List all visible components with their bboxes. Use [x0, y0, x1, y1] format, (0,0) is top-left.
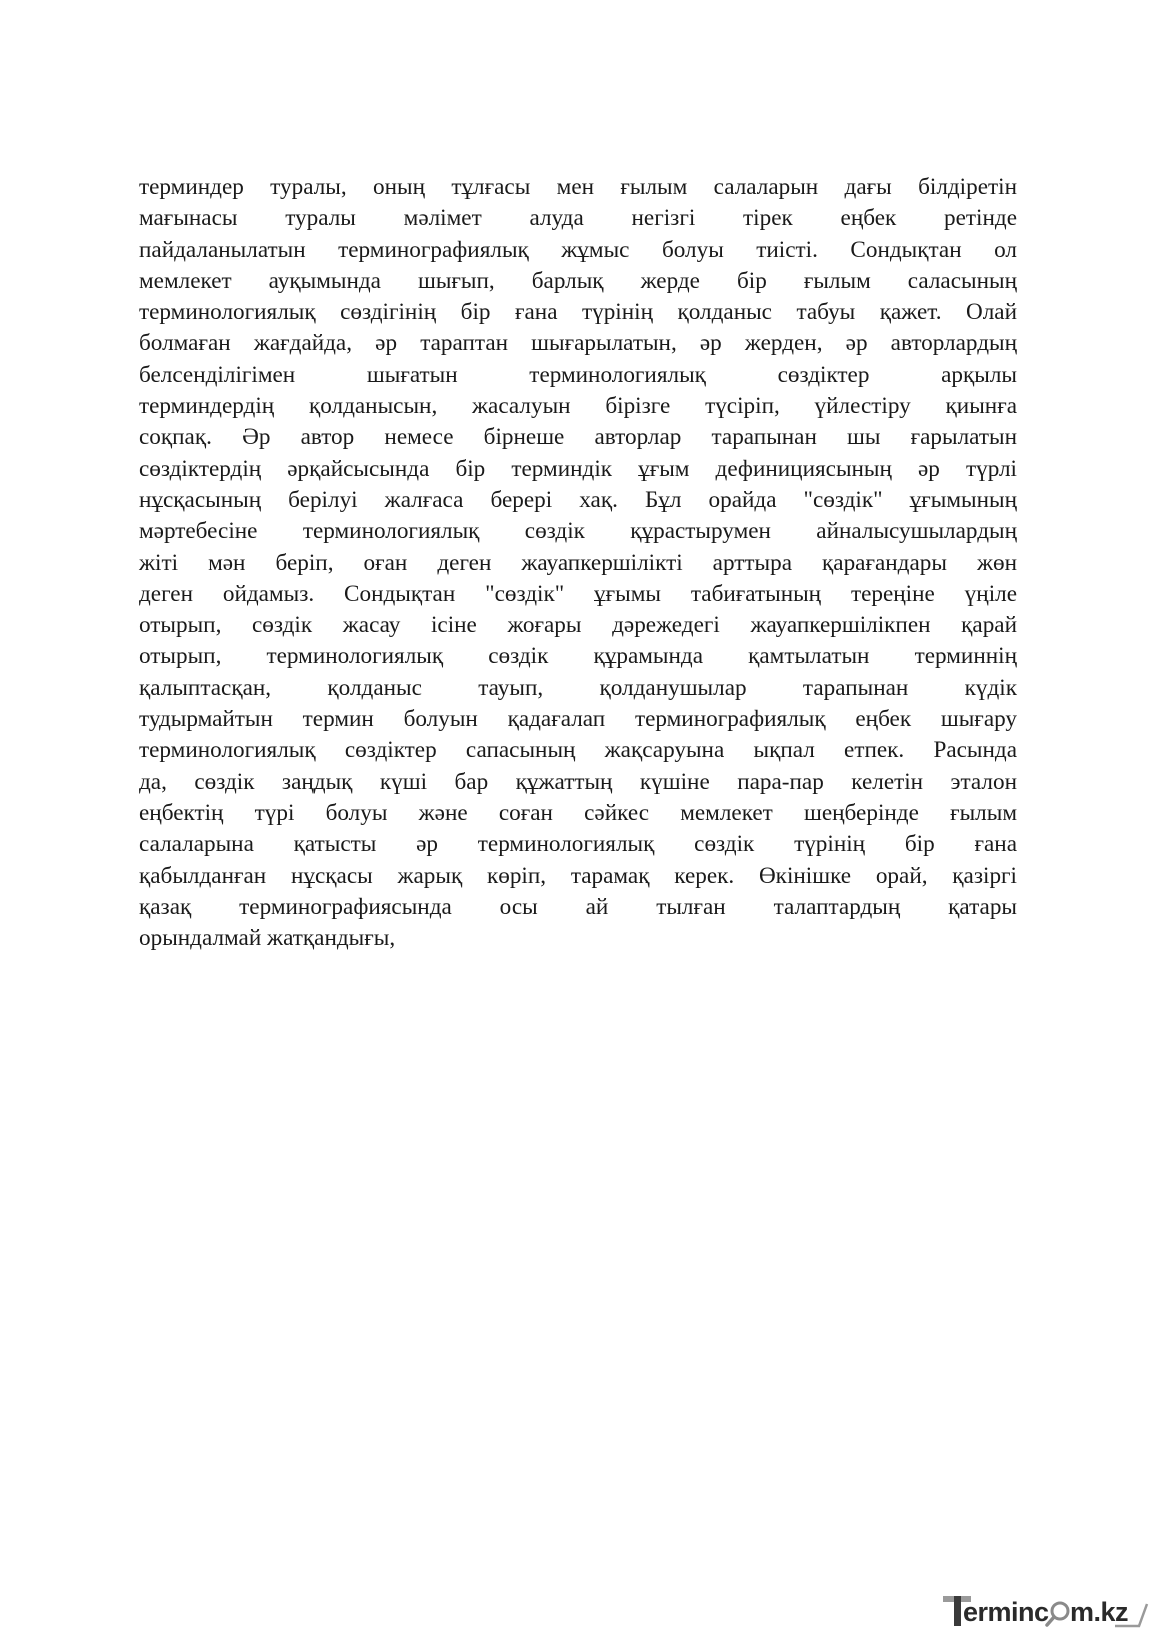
text-line: да, сөздік заңдық күші бар құжаттың күшіне пара-пар келетін эталон	[139, 768, 1017, 795]
text-line: еңбектің түрі болуы және соған сәйкес мемлекет шеңберінде ғылым	[139, 799, 1017, 826]
text-line: сөздіктердің әрқайсысында бір терминдік ұғым дефинициясының әр түрлі	[139, 455, 1017, 482]
text-line: болмаған жағдайда, әр тараптан шығарылатын, әр жерден, әр авторлардың	[139, 330, 1017, 357]
text-line: мағынасы туралы мәлімет алуда негізгі тірек еңбек ретінде	[139, 205, 1017, 232]
text-line: соқпақ. Әр автор немесе бірнеше авторлар тарапынан шы ғарылатын	[139, 424, 1017, 451]
text-line: деген ойдамыз. Сондықтан "сөздік" ұғымы табиғатының тереңіне үңіле	[139, 580, 1017, 607]
text-line: қазақ терминографиясында осы ай тылған талаптардың қатары	[139, 893, 1017, 920]
text-line: қабылданған нұсқасы жарық көріп, тарамақ керек. Өкінішке орай, қазіргі	[139, 862, 1017, 889]
text-line: терминологиялық сөздігінің бір ғана түрінің қолданыс табуы қажет. Олай	[139, 299, 1017, 326]
text-line: тудырмайтын термин болуын қадағалап терминографиялық еңбек шығару	[139, 706, 1017, 733]
text-line: нұсқасының берілуі жалғаса берері хақ. Бұл орайда "сөздік" ұғымының	[139, 486, 1017, 513]
text-line: жіті мән беріп, оған деген жауапкершілікті арттыра қарағандары жөн	[139, 549, 1017, 576]
text-line: қалыптасқан, қолданыс тауып, қолданушылар тарапынан күдік	[139, 674, 1017, 701]
text-line: мәртебесіне терминологиялық сөздік құрастырумен айналысушылардың	[139, 518, 1017, 545]
text-line: мемлекет ауқымында шығып, барлық жерде бір ғылым саласының	[139, 267, 1017, 294]
svg-text:m.kz: m.kz	[1070, 1597, 1129, 1627]
text-line-last: орындалмай жатқандығы,	[139, 925, 396, 952]
svg-text:erminc: erminc	[963, 1597, 1049, 1627]
text-line: терминдердің қолданысын, жасалуын бірізге түсіріп, үйлестіру қиынға	[139, 393, 1017, 420]
watermark-logo-graphic	[943, 1590, 1153, 1630]
text-line: салаларына қатысты әр терминологиялық сөздік түрінің бір ғана	[139, 831, 1017, 858]
text-line: отырып, терминологиялық сөздік құрамында қамтылатын терминнің	[139, 643, 1017, 670]
watermark-logo	[943, 1590, 1153, 1630]
text-line: отырып, сөздік жасау ісіне жоғары дәрежедегі жауапкершілікпен қарай	[139, 612, 1017, 639]
text-line: белсенділігімен шығатын терминологиялық сөздіктер арқылы	[139, 361, 1017, 388]
text-line: терминологиялық сөздіктер сапасының жақсаруына ықпал етпек. Расында	[139, 737, 1017, 764]
text-line: терминдер туралы, оның тұлғасы мен ғылым салаларын дағы білдіретін	[139, 174, 1017, 200]
text-line: пайдаланылатын терминографиялық жұмыс болуы тиісті. Сондықтан ол	[139, 236, 1017, 263]
body-paragraph	[139, 172, 1017, 954]
